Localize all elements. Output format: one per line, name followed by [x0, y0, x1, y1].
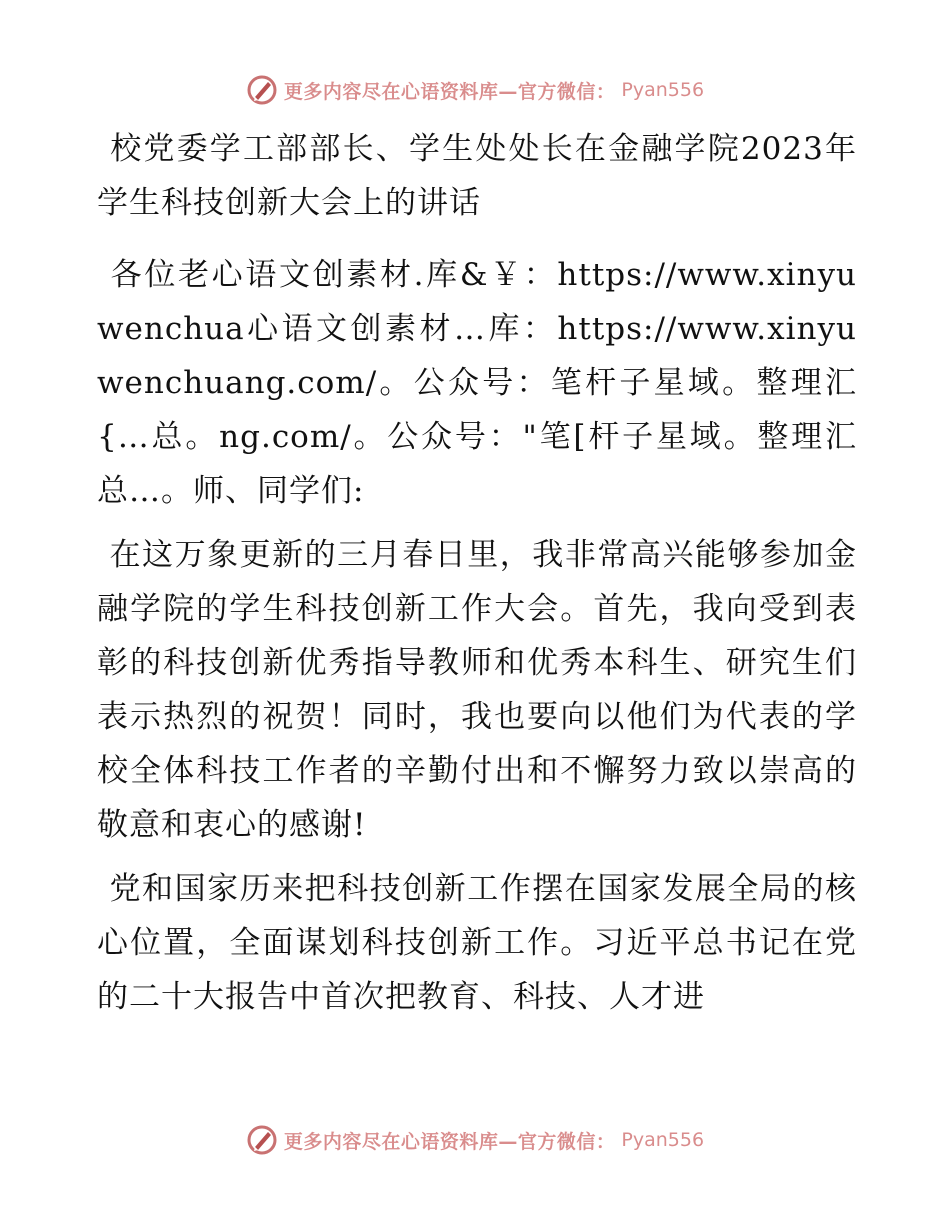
- footer-watermark: [0, 1120, 950, 1160]
- paragraph: 党和国家历来把科技创新工作摆在国家发展全局的核心位置，全面谋划科技创新工作。习近平总书记在党的二十大报告中首次把教育、科技、人才进: [97, 871, 857, 1015]
- watermark-contact: Pyan556: [621, 1129, 705, 1151]
- paragraph: 各位老心语文创素材.库&￥：https://www.xinyuwenchua心语文创素材…库：https://www.xinyuwenchuang.com/。公众号：笔杆子星域。整理汇{…总。ng.com/。公众号："笔[杆子星域。整理汇总…。师、同学们:: [97, 257, 857, 509]
- watermark-contact: Pyan556: [621, 79, 705, 101]
- pen-logo-icon: [246, 74, 278, 106]
- header-watermark: [0, 70, 950, 110]
- paragraph: 在这万象更新的三月春日里，我非常高兴能够参加金融学院的学生科技创新工作大会。首先，我向受到表彰的科技创新优秀指导教师和优秀本科生、研究生们表示热烈的祝贺！同时，我也要向以他们为代表的学校全体科技工作者的辛勤付出和不懈努力致以崇高的敬意和衷心的感谢!: [97, 537, 857, 843]
- watermark-text: 更多内容尽在心语资料库—官方微信：: [283, 80, 616, 103]
- pen-logo-icon: [246, 1124, 278, 1156]
- watermark-text: 更多内容尽在心语资料库—官方微信：: [283, 1130, 616, 1153]
- document-title: 校党委学工部部长、学生处处长在金融学院2023年学生科技创新大会上的讲话: [97, 131, 857, 221]
- document-body: [97, 122, 857, 1034]
